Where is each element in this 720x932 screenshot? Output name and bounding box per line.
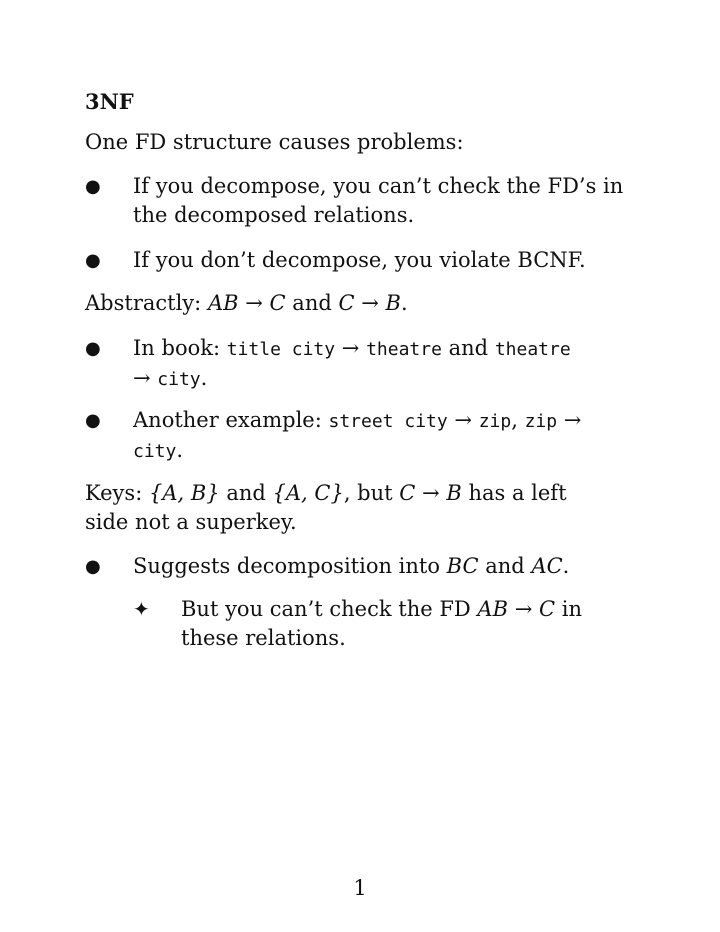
abstract-line: Abstractly: AB → C and C → B. [85, 291, 408, 315]
bullet-icon: ● [85, 556, 101, 577]
sub-bullet-text: But you can’t check the FD AB → C in these relations. [181, 597, 583, 650]
bullet-text: In book: title city → theatre and theatre → city. [133, 336, 571, 390]
page-number: 1 [353, 876, 367, 900]
bullet-text: Suggests decomposition into BC and AC. [133, 554, 570, 578]
four-point-star-icon: ✦ [133, 597, 150, 621]
bullet-text: If you don’t decompose, you violate BCNF. [133, 248, 586, 272]
bullet-icon: ● [85, 410, 101, 431]
bullet-text: If you decompose, you can’t check the FD’s in the decomposed relations. [133, 174, 624, 227]
bullet-icon: ● [85, 176, 101, 197]
bullet-icon: ● [85, 250, 101, 271]
section-heading: 3NF [85, 89, 134, 114]
intro-text: One FD structure causes problems: [85, 130, 464, 154]
bullet-icon: ● [85, 338, 101, 359]
keys-paragraph: Keys: {A, B} and {A, C}, but C → B has a left side not a superkey. [85, 481, 567, 534]
bullet-text: Another example: street city → zip, zip → city. [133, 408, 582, 462]
